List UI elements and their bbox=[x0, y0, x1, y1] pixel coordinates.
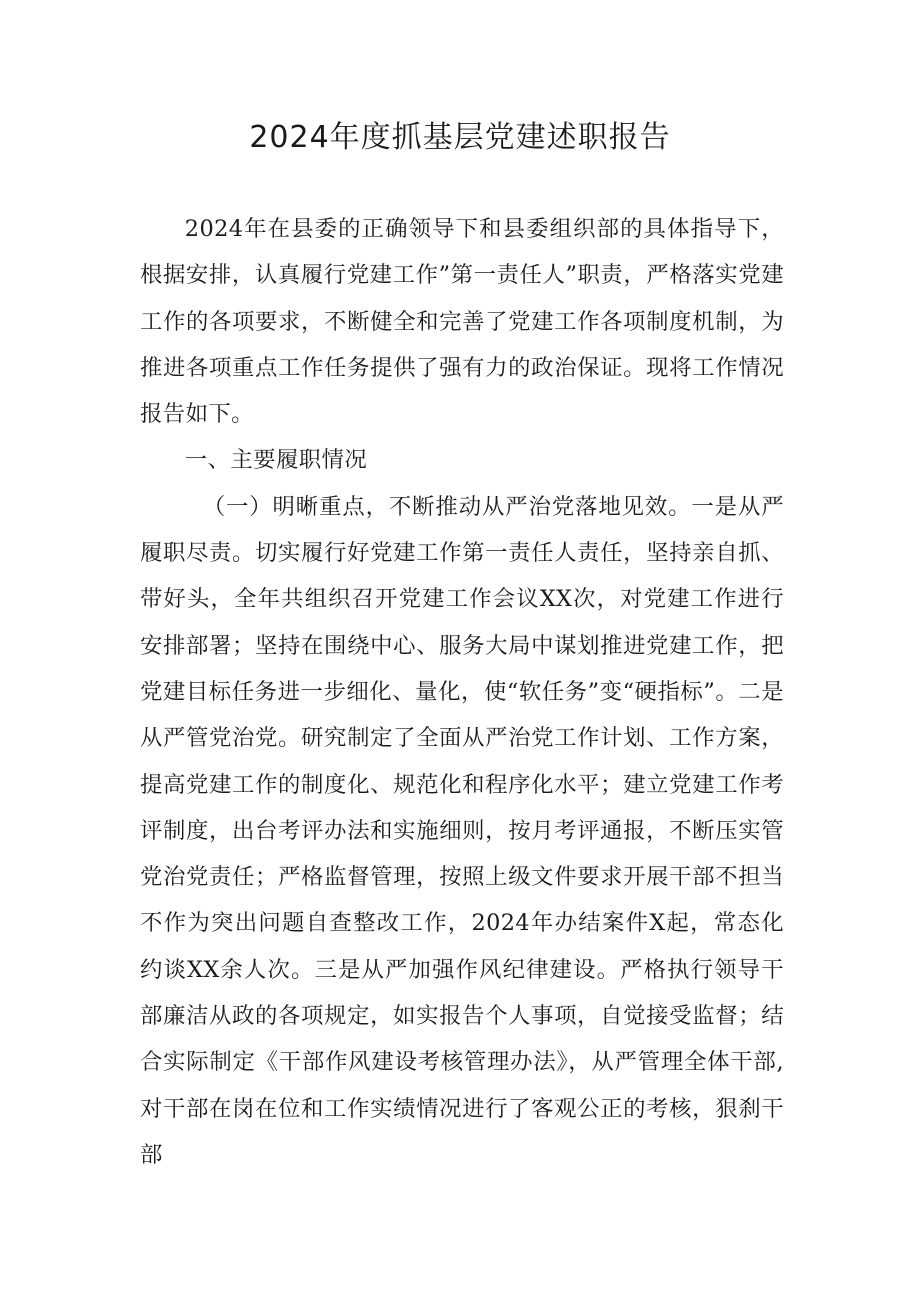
section-heading: 一、主要履职情况 bbox=[184, 447, 368, 474]
intro-paragraph: 2024年在县委的正确领导下和县委组织部的具体指导下，根据安排，认真履行党建工作”第一责任人”职责，严格落实党建工作的各项要求，不断健全和完善了党建工作各项制度机制，为推进各项重点工作任务提供了强有力的政治保证。现将工作情况报告如下。 bbox=[140, 216, 784, 428]
document-title: 2024年度抓基层党建述职报告 bbox=[249, 120, 671, 155]
section-paragraph: （一）明晰重点，不断推动从严治党落地见效。一是从严履职尽责。切实履行好党建工作第一责任人责任，坚持亲自抓、带好头，全年共组织召开党建工作会议XX次，对党建工作进行安排部署；坚持在围绕中心、服务大局中谋划推进党建工作，把党建目标任务进一步细化、量化，使“软任务”变“硬指标”。二是从严管党治党。研究制定了全面从严治党工作计划、工作方案，提高党建工作的制度化、规范化和程序化水平；建立党建工作考评制度，出台考评办法和实施细则，按月考评通报，不断压实管党治党责任；严格监督管理，按照上级文件要求开展干部不担当不作为突出问题自查整改工作，2024年办结案件X起，常态化约谈XX余人次。三是从严加强作风纪律建设。严格执行领导干部廉洁从政的各项规定，如实报告个人事项，自觉接受监督；结合实际制定《干部作风建设考核管理办法》，从严管理全体干部,对干部在岗在位和工作实绩情况进行了客观公正的考核，狠刹干部 bbox=[140, 493, 784, 1168]
document-body bbox=[140, 206, 784, 1178]
